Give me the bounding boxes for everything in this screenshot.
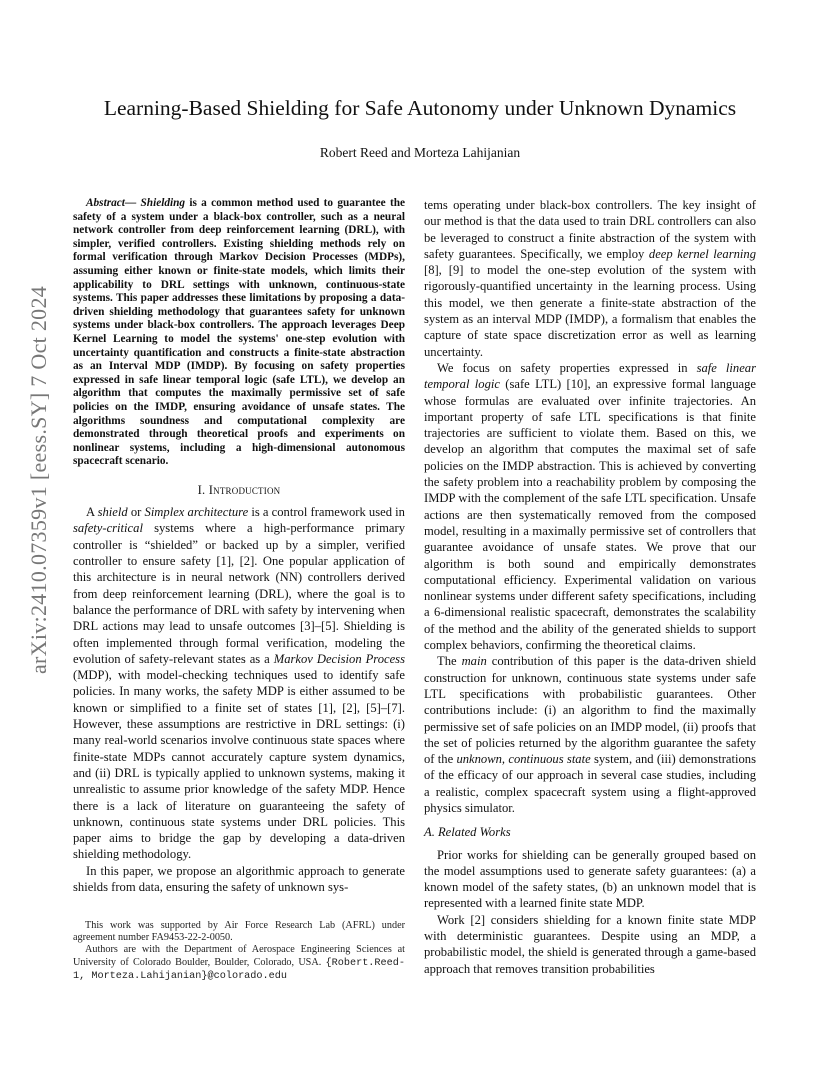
abstract-text: is a common method used to guarantee the safety of a system under a black-box controller, such as a neural network controller from deep reinforcement learning (DRL), with simpler, verified controllers. Existing shielding methods rely on formal verification through Markov Decision Processes (MDPs), assuming either known or finite-state models, which limits their applicability to DRL settings with unknown, continuous-state systems. This paper addresses these limitations by proposing a data-driven shielding methodology that guarantees safety for unknown systems under black-box controllers. The approach leverages Deep Kernel Learning to model the systems' one-step evolution with uncertainty quantification and constructs a finite-state abstraction as an Interval MDP (IMDP). By focusing on safety properties expressed in safe linear temporal logic (safe LTL), we develop an algorithm that computes the maximally permissive set of safe policies on the IMDP, ensuring avoidance of unsafe states. The algorithms soundness and computational complexity are demonstrated through theoretical proofs and experiments on nonlinear systems, including a high-dimensional autonomous spacecraft scenario. xyxy=(73,197,406,468)
author-emails: {Robert.Reed-1, Morteza.Lahijanian}@colorado.edu xyxy=(73,957,405,982)
abstract-label: Abstract xyxy=(86,197,125,209)
section-heading-introduction: I. Introduction xyxy=(197,482,281,497)
footnote xyxy=(73,920,405,983)
abstract xyxy=(73,197,405,469)
funding-note: This work was supported by Air Force Research Lab (AFRL) under agreement number FA9453-22-2-0050. xyxy=(73,920,405,944)
left-column xyxy=(73,197,405,895)
intro-paragraph-2: In this paper, we propose an algorithmic approach to generate shields from data, ensuring the safety of unknown sys- xyxy=(73,863,405,894)
section-heading-related-works: A. Related Works xyxy=(424,825,511,840)
right-column xyxy=(424,197,756,977)
intro-paragraph-1: A shield or Simplex architecture is a control framework used in safety-critical systems where a high-performance primary controller is “shielded” or backed up by a simpler, verified controller to ensure safety [1], [2]. One popular application of this architecture is in neural network (NN) controllers derived from deep reinforcement learning (DRL), where the goal is to balance the performance of DRL with safety by intervening when DRL actions may lead to unsafe outcomes [3]–[5]. Shielding is often implemented through formal verification, modeling the evolution of safety-relevant states as a Markov Decision Process (MDP), with model-checking techniques used to identify safe policies. In many works, the safety MDP is either assumed to be known or simplified to a finite set of states [1], [2], [5]–[7]. However, these assumptions are restrictive in DRL settings: (i) many real-world scenarios involve continuous state spaces where finite-state MDPs cannot accurately capture system dynamics, and (ii) DRL is typically applied to unknown systems, making it unrealistic to assume prior knowledge of the safety MDP. Hence there is a lack of literature on guaranteeing the safety of unknown, continuous state systems under DRL policies. This paper aims to bridge the gap by developing a data-driven shielding methodology. xyxy=(73,505,405,862)
arxiv-identifier: arXiv:2410.07359v1 [eess.SY] 7 Oct 2024 xyxy=(26,285,51,675)
right-paragraph-3: The main contribution of this paper is the data-driven shield construction for unknown, continuous state systems under safe LTL specifications with probabilistic guarantees. Other contributions include: (i) an algorithm to find the maximally permissive set of safe policies on an IMDP model, (ii) proofs that the set of policies returned by the algorithm guarantee the safety of the unknown, continuous state system, and (iii) demonstrations of the efficacy of our approach in several case studies, including a realistic, complex spacecraft system using a flight-approved physics simulator. xyxy=(424,654,756,815)
right-paragraph-1: tems operating under black-box controllers. The key insight of our method is that the data used to train DRL controllers can also be leveraged to construct a finite abstraction of the system with safety guarantees. Specifically, we employ deep kernel learning [8], [9] to model the one-step evolution of the system with rigorously-quantified uncertainty in the learning process. Using this model, we then generate a finite-state abstraction of the system as an interval MDP (IMDP), a formalism that enables the capture of state space discretization error as well as learning uncertainty. xyxy=(424,198,756,359)
abstract-term: Shielding xyxy=(140,197,186,209)
paper-title: Learning-Based Shielding for Safe Autonomy under Unknown Dynamics xyxy=(103,96,737,120)
affiliation-note: Authors are with the Department of Aerospace Engineering Sciences at University of Colorado Boulder, Boulder, Colorado, USA. {Robert.Reed-1, Morteza.Lahijanian}@colorado.edu xyxy=(73,944,405,982)
paper-authors: Robert Reed and Morteza Lahijanian xyxy=(319,145,521,160)
abstract-dash: — xyxy=(124,197,141,209)
right-paragraph-2: We focus on safety properties expressed in safe linear temporal logic (safe LTL) [10], an expressive formal language whose formulas are evaluated over infinite trajectories. An important property of safe LTL specifications is that finite trajectories are sufficient to violate them. Based on this, we develop an algorithm that computes the maximal set of safe policies on the IMDP abstraction. This is achieved by converting the safety problem into a reachability problem by composing the IMDP with the complement of the safe LTL specification. Unsafe actions are then systematically removed from the composed model, resulting in a maximally permissive set of controllers that guarantee avoidance of unsafe states. We prove that our algorithm is both sound and empirically demonstrates computational efficiency. Experimental validation on various nonlinear systems under different safety specifications, including a 6-dimensional realistic spacecraft, demonstrates the scalability of the method and the ability of the generated shields to support complex behaviors, confirming the theoretical claims. xyxy=(424,360,756,653)
right-paragraph-5: Work [2] considers shielding for a known finite state MDP with deterministic guarantees. Despite using an MDP, a probabilistic model, the shield is generated through a game-based approach that removes transition probabilities xyxy=(424,912,756,976)
right-paragraph-4: Prior works for shielding can be generally grouped based on the model assumptions used to generate safety guarantees: (a) a known model of the safety states, (b) an unknown model that is represented with a learned finite state MDP. xyxy=(424,847,756,911)
